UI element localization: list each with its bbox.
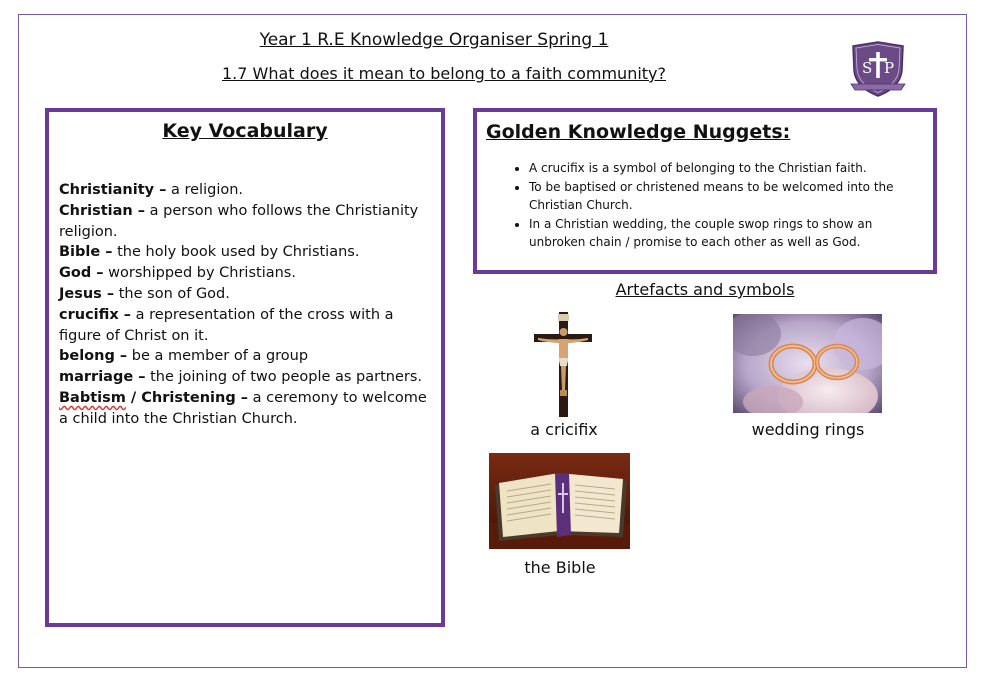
vocabulary-list [59, 180, 429, 430]
vocab-item [59, 180, 429, 201]
vocab-item [59, 242, 429, 263]
bible-image [489, 453, 630, 549]
vocab-term: crucifix – [59, 306, 132, 323]
nuggets-list [511, 159, 921, 251]
wedding-rings-image [733, 314, 882, 413]
vocab-definition: a person who follows the Christianity religion. [59, 202, 419, 240]
nugget-item: • A crucifix is a symbol of belonging to the Christian faith. [529, 159, 921, 177]
vocab-term: Christian – [59, 202, 146, 219]
page-title: Year 1 R.E Knowledge Organiser Spring 1 [259, 30, 609, 50]
school-logo [849, 40, 907, 98]
bible-caption: the Bible [524, 558, 596, 577]
key-vocabulary-panel [45, 108, 445, 627]
vocab-term: / Christening – [125, 389, 249, 406]
vocab-term: Christianity – [59, 182, 167, 198]
vocab-definition: the holy book used by Christians. [112, 244, 360, 261]
vocabulary-heading: Key Vocabulary [162, 120, 328, 142]
nugget-item: • In a Christian wedding, the couple swop rings to show an unbroken chain / promise to each other as well as God. [529, 215, 921, 251]
vocab-item [59, 346, 429, 367]
svg-text:P: P [884, 59, 895, 77]
golden-nuggets-panel [473, 108, 937, 274]
vocab-term-misspelled: Babtism [59, 389, 126, 406]
vocab-item [59, 284, 429, 305]
vocab-definition: the son of God. [114, 285, 230, 302]
page-subtitle: 1.7 What does it mean to belong to a faith community? [221, 64, 667, 83]
crucifix-caption: a cricifix [530, 420, 598, 439]
vocab-definition: be a member of a group [127, 348, 309, 365]
vocab-term: God – [59, 265, 104, 282]
svg-text:S: S [862, 59, 873, 77]
crucifix-image [532, 312, 594, 417]
vocab-term: marriage – [59, 369, 146, 386]
rings-caption: wedding rings [751, 420, 865, 439]
vocab-definition: a ceremony to welcome a child into the Christian Church. [59, 389, 427, 427]
vocab-item [59, 388, 429, 430]
vocab-term: Bible – [59, 244, 113, 261]
vocab-definition: a religion. [166, 182, 244, 198]
nugget-item: • To be baptised or christened means to be welcomed into the Christian Church. [529, 178, 921, 214]
vocab-item [59, 201, 429, 243]
vocab-item [59, 305, 429, 347]
artefacts-heading: Artefacts and symbols [615, 280, 795, 299]
vocab-item [59, 263, 429, 284]
vocab-definition: a representation of the cross with a figure of Christ on it. [59, 306, 394, 344]
vocab-item [59, 367, 429, 388]
vocab-term: Jesus – [59, 285, 115, 302]
vocab-definition: the joining of two people as partners. [145, 369, 423, 386]
nuggets-heading: Golden Knowledge Nuggets: [486, 121, 791, 143]
vocab-term: belong – [59, 348, 128, 365]
vocab-definition: worshipped by Christians. [103, 265, 296, 282]
